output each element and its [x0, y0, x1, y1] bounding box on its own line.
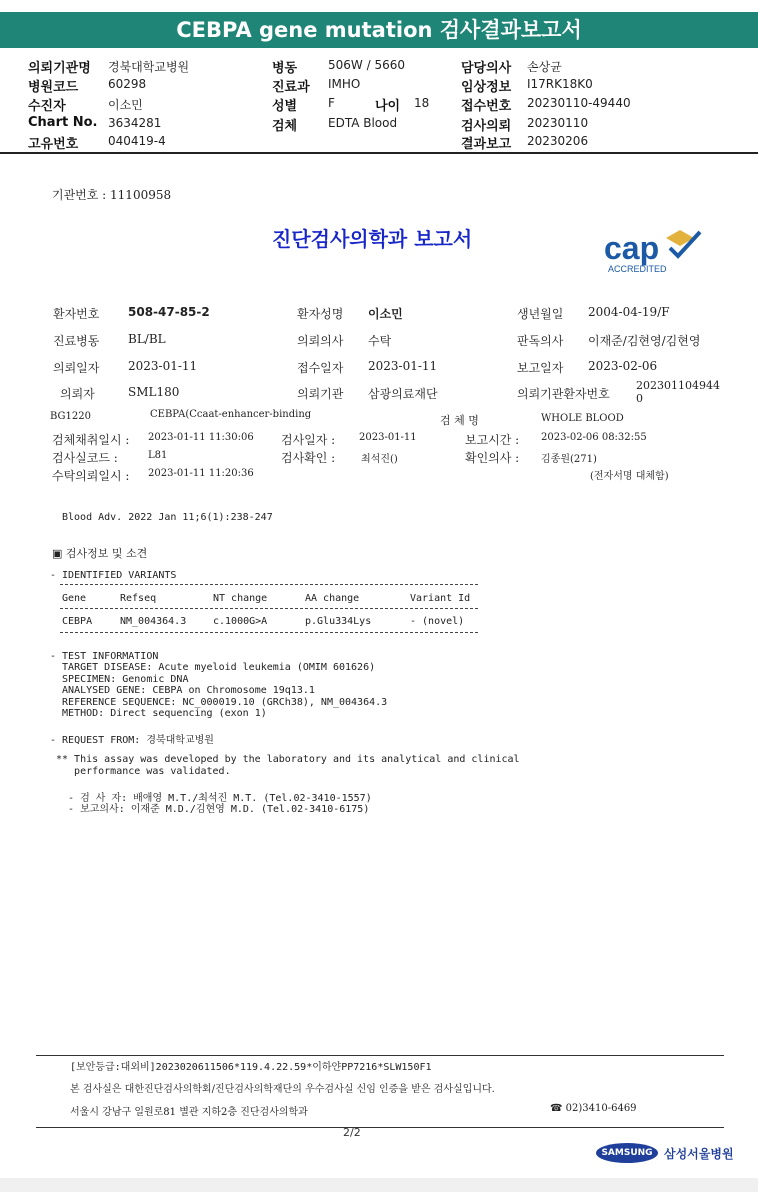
variants-rule-mid — [60, 608, 478, 609]
age-label: 나이 — [375, 99, 401, 114]
header-label: 수진자 — [28, 99, 66, 114]
variant-column-header: Refseq — [120, 593, 157, 604]
info-line: SPECIMEN: Genomic DNA — [50, 673, 189, 685]
cert-line: 본 검사실은 대한진단검사의학회/진단검사의학재단의 우수검사실 신임 인증을 받은 검사실입니다. — [70, 1084, 495, 1095]
outsourced-label: 수탁의뢰일시 : — [52, 469, 130, 483]
header-label: 접수번호 — [461, 99, 512, 114]
security-line: [보안등급:대외비]2023020611506*119.4.22.59*이하얀PP7216*SLW150F1 — [70, 1062, 432, 1073]
footer-rule — [36, 1127, 724, 1128]
patient-value: SML180 — [128, 385, 180, 399]
cap-logo-text: cap — [604, 230, 660, 266]
collect-label: 검체채취일시 : — [52, 433, 130, 447]
samsung-logo — [596, 1143, 658, 1163]
header-label: 임상정보 — [461, 80, 512, 95]
patient-label: 환자성명 — [297, 307, 344, 321]
test-confirm-label: 검사확인 : — [281, 451, 336, 465]
report-title-bar — [0, 12, 758, 48]
report-title: CEBPA gene mutation 검사결과보고서 — [176, 18, 582, 42]
header-value: 이소민 — [108, 98, 143, 112]
test-name: CEBPA(Ccaat-enhancer-binding — [150, 409, 312, 420]
patient-value: 이재준/김현영/김현영 — [588, 334, 701, 348]
samsung-logo-text: SAMSUNG — [601, 1148, 653, 1158]
header-label: 고유번호 — [28, 137, 79, 152]
report-time-value: 2023-02-06 08:32:55 — [541, 432, 647, 443]
header-value: 506W / 5660 — [328, 58, 405, 72]
patient-value: 이소민 — [368, 307, 403, 321]
header-label: 병동 — [272, 61, 298, 76]
test-code: BG1220 — [50, 411, 91, 422]
header-value: 경북대학교병원 — [108, 60, 190, 74]
header-divider — [0, 152, 758, 154]
patient-value: 수탁 — [368, 334, 392, 348]
staff-line: - 검 사 자: 배애영 M.T./최석진 M.T. (Tel.02-3410-1557) — [56, 793, 372, 804]
hospital-name: 삼성서울병원 — [664, 1147, 734, 1161]
variant-column-header: Variant Id — [410, 593, 471, 604]
variants-rule-bottom — [60, 632, 478, 633]
header-label: 성별 — [272, 99, 298, 114]
header-value: IMHO — [328, 77, 361, 91]
staff-line: - 보고의사: 이재준 M.D./김현영 M.D. (Tel.02-3410-6175) — [56, 804, 370, 815]
info-line: REFERENCE SEQUENCE: NC_000019.10 (GRCh38), NM_004364.3 — [50, 696, 388, 708]
header-value: 손상균 — [527, 60, 562, 74]
patient-label: 진료병동 — [53, 334, 100, 348]
age-value: 18 — [414, 96, 430, 110]
header-value: 20230206 — [527, 134, 589, 148]
variant-cell: p.Glu334Lys — [305, 616, 372, 627]
variant-cell: - (novel) — [410, 616, 465, 627]
info-line: METHOD: Direct sequencing (exon 1) — [50, 708, 267, 719]
address-line: 서울시 강남구 일원로81 별관 지하2층 진단검사의학과 — [70, 1107, 308, 1118]
patient-label: 의뢰의사 — [297, 334, 344, 348]
cap-accredited-logo — [600, 226, 710, 276]
patient-value: 2023-01-11 — [368, 359, 438, 373]
header-label: 검체 — [272, 119, 298, 134]
request-from: - REQUEST FROM: 경북대학교병원 — [50, 735, 214, 746]
test-confirm-value: 최석진() — [361, 454, 398, 465]
patient-value: 2023-01-11 — [128, 359, 198, 373]
cap-logo-icon — [600, 226, 710, 276]
lab-code-value: L81 — [148, 450, 168, 461]
specimen-label: 검 체 명 — [440, 414, 479, 427]
header-value: I17RK18K0 — [527, 77, 593, 91]
header-label: 검사의뢰 — [461, 119, 512, 134]
header-value: 040419-4 — [108, 134, 166, 148]
variant-column-header: Gene — [62, 593, 87, 604]
variant-column-header: NT change — [213, 593, 268, 604]
header-label: Chart No. — [28, 115, 98, 130]
cap-accredited-text: ACCREDITED — [608, 264, 667, 274]
header-value: F — [328, 96, 335, 110]
header-label: 결과보고 — [461, 137, 512, 152]
header-label: 병원코드 — [28, 80, 79, 95]
variant-cell: c.1000G>A — [213, 616, 268, 627]
variant-cell: CEBPA — [62, 616, 93, 627]
header-value: 60298 — [108, 77, 147, 91]
patient-label: 의뢰자 — [60, 387, 95, 401]
report-time-label: 보고시간 : — [465, 433, 520, 447]
confirm-doctor-value: 김종원(271) — [541, 454, 597, 465]
ref-no-tail: 0 — [636, 392, 643, 405]
header-value: 3634281 — [108, 116, 162, 130]
test-date-value: 2023-01-11 — [359, 432, 417, 443]
page-number: 2/2 — [343, 1126, 361, 1139]
patient-value: 2004-04-19/F — [588, 305, 670, 319]
patient-label: 의뢰기관 — [297, 387, 344, 401]
patient-value: 508-47-85-2 — [128, 305, 210, 319]
test-date-label: 검사일자 : — [281, 433, 336, 447]
citation: Blood Adv. 2022 Jan 11;6(1):238-247 — [62, 512, 273, 523]
confirm-doctor-label: 확인의사 : — [465, 451, 520, 465]
header-value: 20230110-49440 — [527, 96, 631, 110]
variant-column-header: AA change — [305, 593, 360, 604]
phone-line: ☎ 02)3410-6469 — [550, 1103, 637, 1114]
outsourced-value: 2023-01-11 11:20:36 — [148, 468, 254, 479]
variant-cell: NM_004364.3 — [120, 616, 187, 627]
patient-value: BL/BL — [128, 332, 166, 346]
bottom-band — [0, 1178, 758, 1192]
note-line: performance was validated. — [56, 766, 231, 777]
patient-label: 판독의사 — [517, 334, 564, 348]
patient-value: 2023-02-06 — [588, 359, 658, 373]
patient-value: 202301104944 — [636, 379, 720, 392]
info-line: - TEST INFORMATION — [50, 651, 159, 662]
lab-code-label: 검사실코드 : — [52, 451, 118, 465]
collect-value: 2023-01-11 11:30:06 — [148, 432, 254, 443]
section-title: ▣ 검사정보 및 소견 — [52, 547, 148, 560]
patient-label: 접수일자 — [297, 361, 344, 375]
info-line: ANALYSED GENE: CEBPA on Chromosome 19q13.1 — [50, 685, 315, 697]
lab-report-title: 진단검사의학과 보고서 — [272, 227, 473, 251]
header-value: EDTA Blood — [328, 116, 398, 130]
header-label: 진료과 — [272, 80, 310, 95]
esign-note: (전자서명 대체함) — [590, 471, 669, 482]
note-line: ** This assay was developed by the laboratory and its analytical and clinical — [56, 754, 520, 765]
patient-label: 의뢰일자 — [53, 361, 100, 375]
institution-number: 기관번호 : 11100958 — [52, 188, 172, 202]
patient-label: 환자번호 — [53, 307, 100, 321]
patient-label: 의뢰기관환자번호 — [517, 387, 610, 401]
header-label: 의뢰기관명 — [28, 61, 91, 76]
patient-label: 보고일자 — [517, 361, 564, 375]
patient-label: 생년월일 — [517, 307, 564, 321]
header-label: 담당의사 — [461, 61, 512, 76]
specimen-value: WHOLE BLOOD — [541, 413, 624, 424]
header-value: 20230110 — [527, 116, 589, 130]
variants-rule-top — [60, 584, 478, 585]
variants-header: - IDENTIFIED VARIANTS — [50, 570, 177, 581]
patient-value: 삼광의료재단 — [368, 387, 438, 401]
info-line: TARGET DISEASE: Acute myeloid leukemia (OMIM 601626) — [50, 662, 376, 674]
